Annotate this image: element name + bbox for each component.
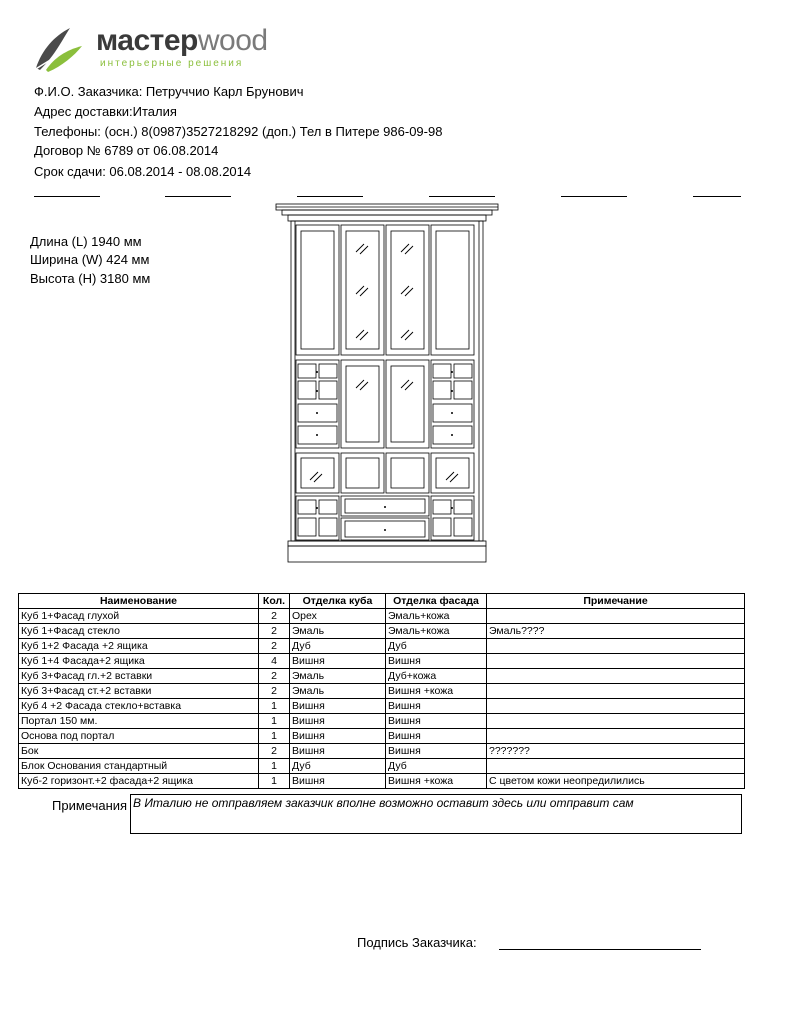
cell-cube-finish: Вишня bbox=[290, 699, 386, 714]
cell-cube-finish: Дуб bbox=[290, 639, 386, 654]
table-row bbox=[19, 714, 745, 729]
dimension-length: Длина (L) 1940 мм bbox=[30, 234, 142, 249]
customer-name: Ф.И.О. Заказчика: Петруччио Карл Брунович bbox=[34, 84, 304, 99]
cell-qty: 2 bbox=[259, 624, 290, 639]
table-row bbox=[19, 744, 745, 759]
cell-note bbox=[487, 714, 745, 729]
table-row bbox=[19, 729, 745, 744]
cell-qty: 1 bbox=[259, 699, 290, 714]
divider-line bbox=[165, 196, 231, 197]
cell-cube-finish: Вишня bbox=[290, 729, 386, 744]
cell-cube-finish: Орех bbox=[290, 609, 386, 624]
delivery-address: Адрес доставки:Италия bbox=[34, 104, 177, 119]
contract: Договор № 6789 от 06.08.2014 bbox=[34, 143, 219, 158]
cell-cube-finish: Дуб bbox=[290, 759, 386, 774]
cell-qty: 2 bbox=[259, 744, 290, 759]
cell-facade-finish: Вишня bbox=[386, 699, 487, 714]
notes-box: В Италию не отправляем заказчик вполне возможно оставит здесь или отправит сам bbox=[130, 794, 742, 834]
table-row bbox=[19, 609, 745, 624]
table-row bbox=[19, 684, 745, 699]
table-row bbox=[19, 654, 745, 669]
cell-note: С цветом кожи неопредилились bbox=[487, 774, 745, 789]
header-name: Наименование bbox=[19, 594, 259, 609]
cell-note bbox=[487, 684, 745, 699]
phones: Телефоны: (осн.) 8(0987)3527218292 (доп.) Тел в Питере 986-09-98 bbox=[34, 124, 443, 139]
cell-cube-finish: Вишня bbox=[290, 714, 386, 729]
divider-line bbox=[297, 196, 363, 197]
cell-name: Куб 3+Фасад ст.+2 вставки bbox=[19, 684, 259, 699]
cell-name: Основа под портал bbox=[19, 729, 259, 744]
cell-note bbox=[487, 609, 745, 624]
cell-qty: 2 bbox=[259, 669, 290, 684]
cell-qty: 1 bbox=[259, 774, 290, 789]
table-row bbox=[19, 699, 745, 714]
header-qty: Кол. bbox=[259, 594, 290, 609]
cell-facade-finish: Вишня bbox=[386, 744, 487, 759]
header-facade-finish: Отделка фасада bbox=[386, 594, 487, 609]
cell-name: Куб 4 +2 Фасада стекло+вставка bbox=[19, 699, 259, 714]
cell-name: Куб 1+2 Фасада +2 ящика bbox=[19, 639, 259, 654]
cell-facade-finish: Вишня +кожа bbox=[386, 684, 487, 699]
cell-cube-finish: Вишня bbox=[290, 654, 386, 669]
cell-name: Куб-2 горизонт.+2 фасада+2 ящика bbox=[19, 774, 259, 789]
cell-qty: 2 bbox=[259, 684, 290, 699]
notes-label: Примечания bbox=[52, 798, 128, 813]
cell-cube-finish: Эмаль bbox=[290, 669, 386, 684]
divider-line bbox=[693, 196, 741, 197]
cell-note bbox=[487, 654, 745, 669]
cell-facade-finish: Вишня +кожа bbox=[386, 774, 487, 789]
cell-facade-finish: Вишня bbox=[386, 729, 487, 744]
table-row bbox=[19, 624, 745, 639]
cell-facade-finish: Вишня bbox=[386, 654, 487, 669]
cell-note bbox=[487, 729, 745, 744]
cell-qty: 1 bbox=[259, 714, 290, 729]
cell-name: Куб 1+Фасад глухой bbox=[19, 609, 259, 624]
table-row bbox=[19, 774, 745, 789]
dimension-height: Высота (H) 3180 мм bbox=[30, 271, 151, 286]
cell-facade-finish: Эмаль+кожа bbox=[386, 624, 487, 639]
cell-qty: 4 bbox=[259, 654, 290, 669]
dimension-width: Ширина (W) 424 мм bbox=[30, 252, 150, 267]
signature-line bbox=[499, 949, 701, 950]
cell-cube-finish: Вишня bbox=[290, 744, 386, 759]
cell-name: Портал 150 мм. bbox=[19, 714, 259, 729]
cell-name: Бок bbox=[19, 744, 259, 759]
cell-note: ??????? bbox=[487, 744, 745, 759]
cell-qty: 1 bbox=[259, 729, 290, 744]
specification-table bbox=[18, 593, 745, 789]
company-logo bbox=[30, 24, 300, 74]
cell-facade-finish: Дуб bbox=[386, 759, 487, 774]
table-row bbox=[19, 759, 745, 774]
cell-qty: 2 bbox=[259, 639, 290, 654]
logo-tagline: интерьерные решения bbox=[100, 58, 244, 69]
cell-facade-finish: Дуб bbox=[386, 639, 487, 654]
header-note: Примечание bbox=[487, 594, 745, 609]
cell-note bbox=[487, 759, 745, 774]
cell-note bbox=[487, 699, 745, 714]
divider-line bbox=[34, 196, 100, 197]
cabinet-drawing bbox=[274, 198, 500, 564]
table-header-row bbox=[19, 594, 745, 609]
cell-qty: 1 bbox=[259, 759, 290, 774]
cell-facade-finish: Вишня bbox=[386, 714, 487, 729]
cell-cube-finish: Вишня bbox=[290, 774, 386, 789]
divider-line bbox=[429, 196, 495, 197]
cell-note bbox=[487, 669, 745, 684]
cell-qty: 2 bbox=[259, 609, 290, 624]
table-row bbox=[19, 639, 745, 654]
cell-note: Эмаль???? bbox=[487, 624, 745, 639]
cell-cube-finish: Эмаль bbox=[290, 684, 386, 699]
cell-facade-finish: Дуб+кожа bbox=[386, 669, 487, 684]
signature-label: Подпись Заказчика: bbox=[357, 935, 477, 950]
cell-cube-finish: Эмаль bbox=[290, 624, 386, 639]
cell-note bbox=[487, 639, 745, 654]
logo-brand-part2: wood bbox=[197, 24, 268, 57]
logo-brand-part1: мастер bbox=[96, 24, 198, 57]
cell-name: Куб 1+4 Фасада+2 ящика bbox=[19, 654, 259, 669]
table-row bbox=[19, 669, 745, 684]
divider-line bbox=[561, 196, 627, 197]
cell-name: Блок Основания стандартный bbox=[19, 759, 259, 774]
cell-name: Куб 1+Фасад стекло bbox=[19, 624, 259, 639]
logo-wordmark bbox=[96, 24, 268, 58]
leaf-logo-icon bbox=[30, 24, 90, 74]
cell-facade-finish: Эмаль+кожа bbox=[386, 609, 487, 624]
header-cube-finish: Отделка куба bbox=[290, 594, 386, 609]
cell-name: Куб 3+Фасад гл.+2 вставки bbox=[19, 669, 259, 684]
deadline: Срок сдачи: 06.08.2014 - 08.08.2014 bbox=[34, 164, 252, 179]
